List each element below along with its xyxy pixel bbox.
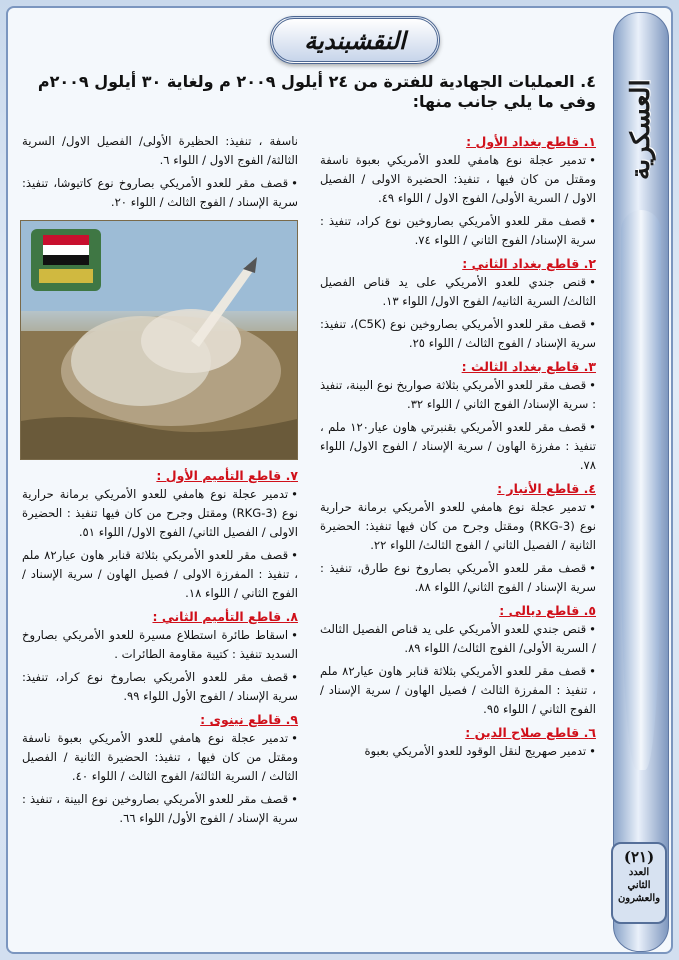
bullet-icon: • [291,628,298,642]
section-title: ٣. قاطع بغداد الثالث : [461,359,596,374]
section-title: ١. قاطع بغداد الأول : [466,134,596,149]
operation-item [320,151,596,208]
bullet-icon: • [589,153,596,167]
rail-decoration [621,210,661,770]
operation-text: تدمير صهريج لنقل الوقود للعدو الأمريكي بعبوة [364,744,587,758]
bullet-icon: • [291,670,298,684]
operation-text: قصف مقر للعدو الأمريكي بصاروخين نوع البينة ، تنفيذ : سرية الإسناد / الفوج الأول/ اللواء ٦٦. [22,792,298,825]
operation-text: تدمير عجلة نوع هامفي للعدو الأمريكي بعبوة ناسفة ومقتل من كان فيها ، تنفيذ: الحضيرة الثانية / الفصيل الثالث / السرية الثالثة/ الفوج الثالث / اللواء ٤٠. [22,731,298,783]
bullet-icon: • [291,176,298,190]
bullet-icon: • [589,664,596,678]
bullet-icon: • [589,561,596,575]
operation-item [320,559,596,597]
operation-text: ناسفة ، تنفيذ: الحظيرة الأولى/ الفصيل الاول/ السرية الثالثة/ الفوج الاول / اللواء ٦. [22,134,298,167]
banner-title: النقشبندية [304,25,406,55]
section-title: ٩. قاطع نينوى : [200,712,298,727]
article [22,72,597,825]
issue-line-1: العدد [628,867,650,878]
bullet-icon: • [589,744,596,758]
bullet-icon: • [589,622,596,636]
operation-text: تدمير عجلة نوع هامفي للعدو الأمريكي برمانة حرارية نوع (RKG-3) ومقتل وجرح من كان فيها تنفيذ: الحضيرة الثانية / الفصيل الثاني / الفوج الثالث/ اللواء ٢٢. [320,500,597,552]
section-title: ٨. قاطع التأميم الثاني : [152,609,298,624]
operation-text: تدمير عجلة نوع هامفي للعدو الأمريكي بعبوة ناسفة ومقتل من كان فيها ، تنفيذ: الحضيرة الاولى / الفصيل الاول / السرية الأولى/ الفوج الاول / اللواء ٤٩. [320,153,596,205]
section-title: ٦. قاطع صلاح الدين : [465,725,596,740]
section-label: العسكرية [626,79,656,181]
issue-line-3: والعشرون [617,893,661,904]
operation-text: قنص جندي للعدو الأمريكي على يد قناص الفصيل الثالث/ السرية الثانيه/ الفوج الاول/ اللواء ١٣. [320,275,596,308]
operation-text: اسقاط طائرة استطلاع مسيرة للعدو الأمريكي بصاروخ السديد تنفيذ : كتيبة مقاومة الطائرات . [22,628,298,661]
left-column [22,132,298,832]
bullet-icon: • [589,317,596,331]
operation-text: قصف مقر للعدو الأمريكي بثلاثة قنابر هاون عيار٨٢ ملم ، تنفيذ : المفرزة الثالث / فصيل الهاون / سرية الإسناد / الفوج الثاني / اللواء ٩٥. [320,664,596,716]
issue-line-2: الثاني [627,880,651,891]
left-column-continuation [22,132,298,212]
operation-item [22,132,298,170]
article-columns [22,132,596,952]
operation-text: قنص جندي للعدو الأمريكي على يد قناص الفصيل الثالث / السرية الأولى/ الفوج الثالث/ اللواء ٨٩. [320,622,596,655]
operation-item [320,742,596,761]
bullet-icon: • [589,500,596,514]
operation-item [22,546,298,603]
photo-illustration [21,221,297,459]
operation-text: قصف مقر للعدو الأمريكي بثلاثة قنابر هاون عيار٨٢ ملم ، تنفيذ : المفرزة الاولى / فصيل الهاون / سرية الإسناد / الفوج الثاني / اللواء ١٨. [22,548,298,600]
operation-item [320,418,596,475]
bullet-icon: • [291,792,298,806]
bullet-icon: • [291,548,298,562]
section-title: ٧. قاطع التأميم الأول : [156,468,298,483]
bullet-icon: • [589,420,596,434]
right-column [320,132,596,765]
operation-item [320,212,596,250]
operation-item [320,662,596,719]
operation-item [22,174,298,212]
section-title: ٤. قاطع الأنبار : [497,481,596,496]
operation-text: قصف مقر للعدو الأمريكي بصاروخ نوع كراد، تنفيذ: سرية الإسناد / الفوج الأول اللواء ٩٩. [22,670,298,703]
issue-number: (٢١) [623,848,655,866]
operation-text: قصف مقر للعدو الأمريكي بصاروخين نوع كراد، تنفيذ : سرية الإسناد/ الفوج الثاني / اللواء ٧٤. [320,214,596,247]
operation-text: قصف مقر للعدو الأمريكي بصاروخ نوع كاتيوشا، تنفيذ: سرية الإسناد / الفوج الثالث / اللواء ٢٠. [22,176,298,209]
bullet-icon: • [589,378,596,392]
bullet-icon: • [589,275,596,289]
operation-text: قصف مقر للعدو الأمريكي بصاروخين نوع (C5K)، تنفيذ: سرية الإسناد / الفوج الثالث / اللواء ٢٥. [320,317,596,350]
operation-text: تدمير عجلة نوع هامفي للعدو الأمريكي برمانة حرارية نوع (RKG-3) ومقتل وجرح من كان فيها تنفيذ : الحضيرة الاولى / الفصيل الثاني/ الفوج الاول/ اللواء ٥١. [22,487,298,539]
operation-item [320,315,596,353]
operation-item [22,729,298,786]
bullet-icon: • [589,214,596,228]
operation-text: قصف مقر للعدو الأمريكي بثلاثة صواريخ نوع البينة، تنفيذ : سرية الإسناد/ الفوج الثاني / اللواء ٣٢. [320,378,596,411]
operation-item [22,668,298,706]
section-title: ٥. قاطع ديالى : [499,603,596,618]
operation-item [320,620,596,658]
article-heading: ٤. العمليات الجهادية للفترة من ٢٤ أيلول ٢٠٠٩ م ولغاية ٣٠ أيلول ٢٠٠٩م وفي ما يلي جانب منها: [37,72,596,111]
operation-item [22,790,298,828]
operation-item [320,498,596,555]
rocket-launch-photo [20,220,298,460]
operation-text: قصف مقر للعدو الأمريكي بقنبرتي هاون عيار١٢٠ ملم ، تنفيذ : مفرزة الهاون / سرية الإسناد / الفوج الاول/ اللواء ٧٨. [320,420,596,472]
operation-text: قصف مقر للعدو الأمريكي بصاروخ نوع طارق، تنفيذ : سرية الإسناد / الفوج الثاني/ اللواء ٨٨. [320,561,596,594]
bullet-icon: • [291,731,298,745]
operation-item [320,273,596,311]
left-column-sections [22,466,298,828]
issue-badge [611,842,667,924]
operation-item [22,485,298,542]
operation-item [320,376,596,414]
header-banner [270,16,440,64]
section-title: ٢. قاطع بغداد الثاني : [462,256,596,271]
bullet-icon: • [291,487,298,501]
operation-item [22,626,298,664]
